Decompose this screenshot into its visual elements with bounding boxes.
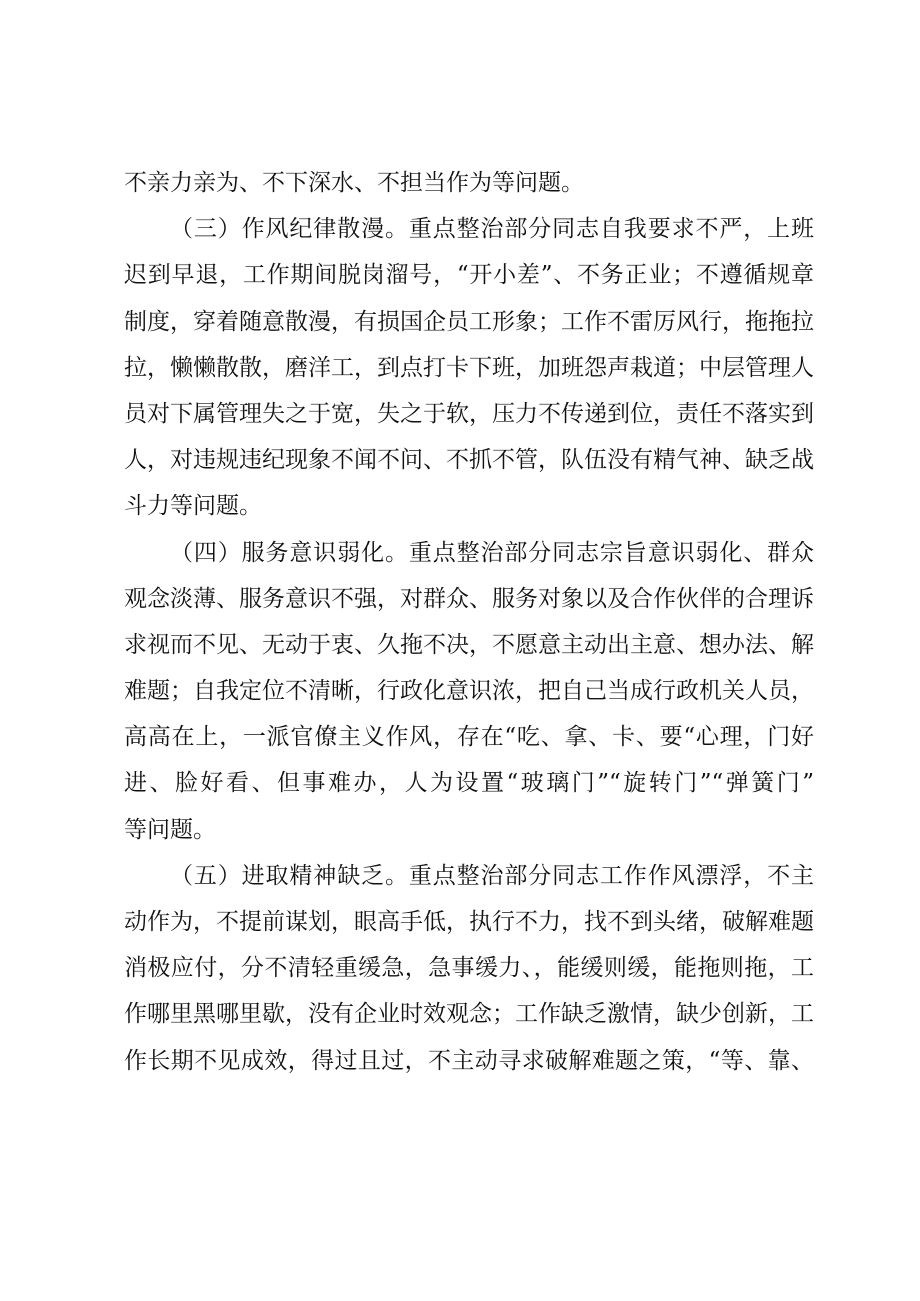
text-line: 进、脸好看、但事难办，人为设置“玻璃门”“旋转门”“弹簧门” <box>124 770 814 797</box>
text-line: 作长期不见成效，得过且过，不主动寻求破解难题之策，“等、靠、 <box>124 1047 814 1074</box>
text-line: 求视而不见、无动于衷、久拖不决，不愿意主动出主意、想办法、解 <box>124 631 814 658</box>
text-line: 作哪里黑哪里歇，没有企业时效观念；工作缺乏激情，缺少创新，工 <box>124 1001 814 1028</box>
text-line: 等问题。 <box>124 816 216 843</box>
paragraph-heading-line: （四）服务意识弱化。重点整治部分同志宗旨意识弱化、群众 <box>170 539 814 566</box>
text-line: 人，对违规违纪现象不闻不问、不抓不管，队伍没有精气神、缺乏战 <box>124 447 814 474</box>
text-line: 不亲力亲为、不下深水、不担当作为等问题。 <box>124 170 584 196</box>
text-line: 斗力等问题。 <box>124 493 262 520</box>
text-line: 员对下属管理失之于宽，失之于软，压力不传递到位，责任不落实到 <box>124 400 814 427</box>
text-line: 观念淡薄、服务意识不强，对群众、服务对象以及合作伙伴的合理诉 <box>124 585 814 612</box>
paragraph-heading-line: （五）进取精神缺乏。重点整治部分同志工作作风漂浮，不主 <box>170 862 814 889</box>
text-line: 动作为，不提前谋划，眼高手低，执行不力，找不到头绪，破解难题 <box>124 909 814 935</box>
text-line: 制度，穿着随意散漫，有损国企员工形象；工作不雷厉风行，拖拖拉 <box>124 308 814 335</box>
body-text <box>124 160 814 1084</box>
text-line: 高高在上，一派官僚主义作风，存在“吃、拿、卡、要“心理，门好 <box>124 724 814 751</box>
text-line: 拉，懒懒散散，磨洋工，到点打卡下班，加班怨声栽道；中层管理人 <box>124 354 814 381</box>
text-line: 难题；自我定位不清晰，行政化意识浓，把自己当成行政机关人员， <box>124 678 814 705</box>
text-line: 消极应付，分不清轻重缓急，急事缓力、，能缓则缓，能拖则拖，工 <box>124 955 814 982</box>
text-line: 迟到早退，工作期间脱岗溜号，“开小差”、不务正业；不遵循规章 <box>124 262 814 289</box>
paragraph-heading-line: （三）作风纪律散漫。重点整治部分同志自我要求不严，上班 <box>170 216 814 243</box>
